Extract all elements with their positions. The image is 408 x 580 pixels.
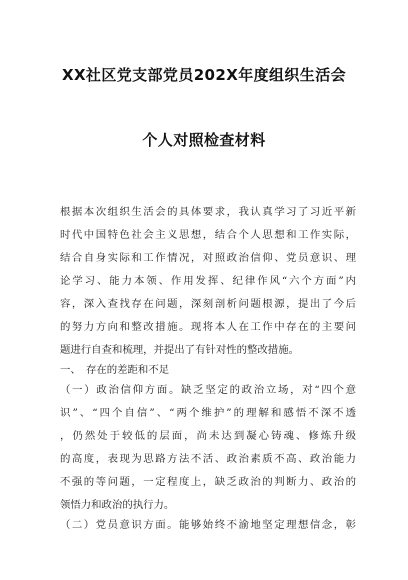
body-line: 不强的等问题，一定程度上，缺乏政治的判断力、政治的 xyxy=(60,476,356,488)
body-line: 根据本次组织生活会的具体要求，我认真学习了习近平新 xyxy=(60,206,356,218)
body-line: （二）党员意识方面。能够始终不渝地坚定理想信念，彰 xyxy=(60,519,356,531)
body-line: 论学习、能力本领、作用发挥、纪律作风“六个方面”内 xyxy=(60,275,356,287)
body-line: 题进行自查和梳理，并提出了有针对性的整改措施。 xyxy=(60,344,299,356)
body-line: 容，深入查找存在问题，深刻剖析问题根源，提出了今后 xyxy=(60,298,356,310)
document-subtitle: 个人对照检查材料 xyxy=(142,131,266,149)
body-line: 结合自身实际和工作情况，对照政治信仰、党员意识、理 xyxy=(60,252,356,264)
body-line: 的努力方向和整改措施。现将本人在工作中存在的主要问 xyxy=(60,321,356,333)
body-line: 时代中国特色社会主义思想，结合个人思想和工作实际， xyxy=(60,229,356,241)
body-line: 识”、“四个自信”、“两个维护”的理解和感悟不深不透 xyxy=(60,407,356,419)
body-line: ，仍然处于较低的层面，尚未达到凝心铸魂、修炼升级 xyxy=(60,430,356,442)
document-title: XX社区党支部党员202X年度组织生活会 xyxy=(61,66,346,84)
body-line: 领悟力和政治的执行力。 xyxy=(60,499,175,511)
section-heading: 一、 存在的差距和不足 xyxy=(60,364,170,376)
body-line: （一）政治信仰方面。缺乏坚定的政治立场，对“四个意 xyxy=(60,384,356,396)
body-line: 的高度，表现为思路方法不活、政治素质不高、政治能力 xyxy=(60,453,356,465)
